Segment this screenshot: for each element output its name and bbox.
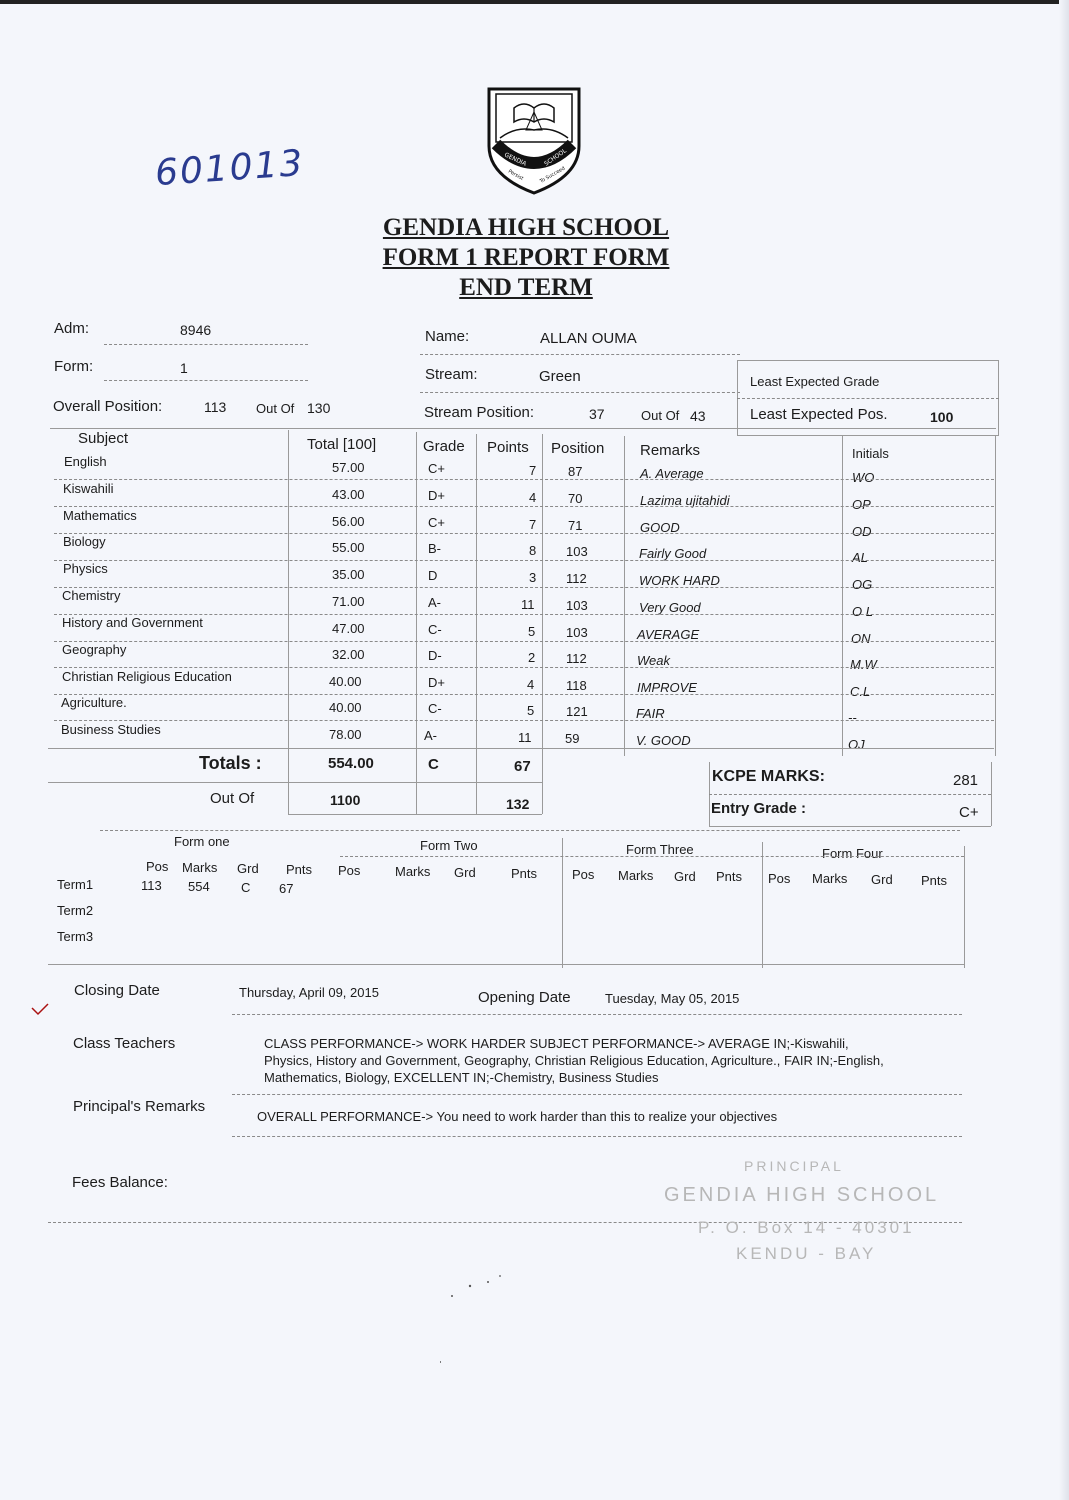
student-name: ALLAN OUMA [540, 330, 637, 347]
handwritten-number: 601013 [153, 142, 306, 195]
class-teachers-remark-line3: Mathematics, Biology, EXCELLENT IN;-Chemistry, Business Studies [264, 1070, 659, 1085]
row-total: 35.00 [332, 567, 365, 582]
outof-label: Out Of [210, 790, 255, 807]
closing-date-label: Closing Date [74, 982, 160, 999]
row-initials: ON [851, 631, 871, 646]
f1-pos-header: Pos [146, 859, 169, 874]
closing-date-value: Thursday, April 09, 2015 [239, 985, 379, 1000]
row-initials: -- [848, 710, 857, 725]
row-position: 112 [566, 571, 587, 586]
row-initials: OP [852, 497, 871, 512]
row-points: 2 [528, 650, 536, 665]
initials-header: Initials [852, 446, 889, 461]
f1-marks-header: Marks [182, 860, 218, 875]
stream-position-value: 37 [589, 406, 605, 422]
adm-label: Adm: [54, 320, 90, 337]
overall-out-of-value: 130 [307, 400, 331, 416]
row-subject: Christian Religious Education [62, 669, 232, 684]
row-points: 4 [529, 490, 537, 505]
stream-value: Green [539, 368, 581, 385]
row-subject: Chemistry [62, 588, 121, 603]
opening-date-label: Opening Date [478, 989, 571, 1006]
row-grade: D+ [428, 675, 445, 690]
paper-edge-shadow [1059, 0, 1069, 1500]
row-grade: D [428, 568, 438, 583]
row-subject: Kiswahili [63, 481, 114, 496]
row-total: 78.00 [329, 727, 362, 742]
row-grade: C+ [428, 515, 445, 530]
row-subject: English [64, 454, 107, 469]
stream-out-of-label: Out Of [641, 408, 680, 423]
row-remarks: GOOD [640, 520, 680, 535]
fees-balance-label: Fees Balance: [72, 1174, 168, 1191]
row-remarks: AVERAGE [637, 627, 700, 642]
row-points: 11 [521, 597, 535, 612]
row-remarks: A. Average [640, 466, 704, 481]
f1-grd-header: Grd [237, 861, 259, 876]
row-points: 5 [528, 624, 536, 639]
row-subject: Geography [62, 642, 127, 657]
row-position: 103 [566, 598, 588, 613]
row-total: 40.00 [329, 700, 362, 715]
class-teachers-label: Class Teachers [73, 1035, 176, 1052]
stream-label: Stream: [425, 366, 478, 383]
overall-out-of-label: Out Of [256, 401, 295, 416]
class-teachers-remark-line1: CLASS PERFORMANCE-> WORK HARDER SUBJECT PERFORMANCE-> AVERAGE IN;-Kiswahili, [264, 1036, 849, 1051]
row-points: 4 [527, 677, 535, 692]
row-total: 32.00 [332, 647, 365, 662]
principal-remarks-label: Principal's Remarks [73, 1098, 206, 1115]
svg-text:Persist: Persist [507, 168, 525, 182]
row-total: 55.00 [332, 540, 365, 555]
stream-position-label: Stream Position: [424, 404, 535, 421]
row-initials: M.W [850, 657, 877, 672]
school-name-heading: GENDIA HIGH SCHOOL [382, 214, 670, 241]
name-label: Name: [425, 328, 470, 345]
stamp-town: KENDU - BAY [736, 1244, 877, 1263]
f4-marks-header: Marks [812, 871, 848, 886]
stamp-address: P. O. Box 14 - 40301 [698, 1218, 915, 1237]
row-total: 47.00 [332, 621, 365, 636]
row-total: 43.00 [332, 487, 365, 502]
principal-remarks-text: OVERALL PERFORMANCE-> You need to work harder than this to realize your objectives [257, 1109, 778, 1124]
row-points: 7 [529, 463, 537, 478]
row-initials: O L [852, 604, 873, 619]
f3-marks-header: Marks [618, 868, 654, 883]
row-initials: OG [852, 577, 873, 592]
f2-marks-header: Marks [395, 864, 431, 879]
row-position: 70 [568, 491, 583, 506]
row-points: 7 [529, 517, 537, 532]
f2-pnts-header: Pnts [511, 866, 538, 881]
f2-grd-header: Grd [454, 865, 476, 880]
overall-position-value: 113 [204, 399, 227, 415]
grade-header: Grade [423, 438, 465, 455]
row-initials: C.L [850, 684, 871, 699]
stamp-principal: PRINCIPAL [744, 1158, 844, 1174]
form-title-heading: FORM 1 REPORT FORM [382, 244, 670, 271]
f3-pos-header: Pos [572, 867, 595, 882]
row-remarks: Weak [637, 653, 670, 668]
form-four-label: Form Four [822, 846, 883, 861]
points-header: Points [487, 439, 529, 456]
kcpe-label: KCPE MARKS: [712, 768, 825, 785]
term1-grd: C [241, 880, 251, 895]
term3-label: Term3 [57, 929, 94, 944]
totals-label: Totals : [199, 753, 262, 773]
outof-marks: 1100 [330, 792, 361, 808]
tick-mark-icon [30, 1002, 50, 1020]
row-initials: WO [852, 470, 875, 485]
row-total: 56.00 [332, 514, 365, 529]
least-expected-pos-label: Least Expected Pos. [750, 406, 888, 423]
svg-text:GENDIA: GENDIA [503, 151, 528, 168]
row-grade: D+ [428, 488, 445, 503]
row-position: 112 [566, 651, 587, 666]
form-one-label: Form one [174, 834, 230, 849]
row-grade: C+ [428, 461, 445, 476]
row-initials: OJ [848, 737, 865, 752]
row-subject: History and Government [62, 615, 203, 630]
class-teachers-remark-line2: Physics, History and Government, Geography, Christian Religious Education, Agriculture., FAIR IN;-English, [264, 1053, 884, 1068]
kcpe-value: 281 [953, 772, 979, 789]
remarks-header: Remarks [640, 442, 701, 459]
row-position: 118 [566, 678, 587, 693]
row-subject: Biology [63, 534, 106, 549]
row-grade: B- [428, 541, 441, 556]
term2-label: Term2 [57, 903, 94, 918]
f3-grd-header: Grd [674, 869, 696, 884]
subject-header: Subject [78, 430, 129, 447]
row-remarks: V. GOOD [636, 733, 691, 748]
svg-text:SCHOOL: SCHOOL [543, 147, 568, 168]
row-subject: Physics [63, 561, 108, 576]
row-remarks: Fairly Good [639, 546, 707, 561]
stamp-school-name: GENDIA HIGH SCHOOL [664, 1184, 940, 1206]
opening-date-value: Tuesday, May 05, 2015 [605, 991, 740, 1006]
school-crest-logo [486, 86, 582, 196]
least-expected-grade-label: Least Expected Grade [750, 374, 880, 389]
row-remarks: WORK HARD [639, 573, 720, 588]
row-grade: C- [428, 622, 442, 637]
row-points: 3 [529, 570, 537, 585]
totals-grade: C [428, 756, 439, 773]
row-position: 121 [566, 704, 588, 719]
stream-out-of-value: 43 [690, 408, 706, 424]
adm-value: 8946 [180, 322, 212, 338]
row-position: 103 [566, 544, 588, 559]
f1-pnts-header: Pnts [286, 862, 313, 877]
row-remarks: IMPROVE [637, 680, 697, 695]
svg-text:To Succeed: To Succeed [539, 165, 567, 185]
totals-marks: 554.00 [328, 755, 374, 772]
row-subject: Agriculture. [61, 695, 127, 710]
entry-grade-value: C+ [959, 804, 979, 821]
entry-grade-label: Entry Grade : [711, 800, 807, 817]
form-three-label: Form Three [626, 842, 694, 857]
form-value: 1 [180, 360, 188, 376]
totals-points: 67 [514, 758, 531, 775]
term1-pnts: 67 [279, 881, 294, 896]
f2-pos-header: Pos [338, 863, 361, 878]
term1-marks: 554 [188, 879, 210, 894]
row-initials: OD [852, 524, 872, 539]
row-position: 103 [566, 625, 588, 640]
term1-pos: 113 [141, 878, 162, 893]
row-initials: AL [852, 550, 868, 565]
row-subject: Mathematics [63, 508, 137, 523]
row-position: 59 [565, 731, 580, 746]
row-points: 5 [527, 703, 535, 718]
row-grade: D- [428, 648, 442, 663]
row-remarks: Lazima ujitahidi [640, 493, 730, 508]
row-grade: C- [428, 701, 442, 716]
paper-edge [0, 0, 1069, 4]
outof-points: 132 [506, 796, 530, 812]
total-header: Total [100] [307, 436, 377, 453]
row-remarks: Very Good [639, 600, 701, 615]
row-points: 11 [518, 730, 532, 745]
f4-pos-header: Pos [768, 871, 791, 886]
paper-specks [440, 1270, 520, 1390]
row-total: 57.00 [332, 460, 365, 475]
row-grade: A- [424, 728, 437, 743]
f4-grd-header: Grd [871, 872, 893, 887]
least-expected-pos-value: 100 [930, 409, 954, 425]
row-remarks: FAIR [636, 706, 665, 721]
row-total: 40.00 [329, 674, 362, 689]
f3-pnts-header: Pnts [716, 869, 743, 884]
row-total: 71.00 [332, 594, 365, 609]
position-header: Position [551, 440, 605, 457]
f4-pnts-header: Pnts [921, 873, 948, 888]
row-position: 87 [568, 464, 583, 479]
row-subject: Business Studies [61, 722, 161, 737]
row-position: 71 [568, 518, 583, 533]
overall-position-label: Overall Position: [53, 398, 163, 415]
term-heading: END TERM [459, 274, 593, 301]
row-grade: A- [428, 595, 441, 610]
row-points: 8 [529, 543, 537, 558]
form-label: Form: [54, 358, 94, 375]
term1-label: Term1 [57, 877, 94, 892]
form-two-label: Form Two [420, 838, 478, 853]
